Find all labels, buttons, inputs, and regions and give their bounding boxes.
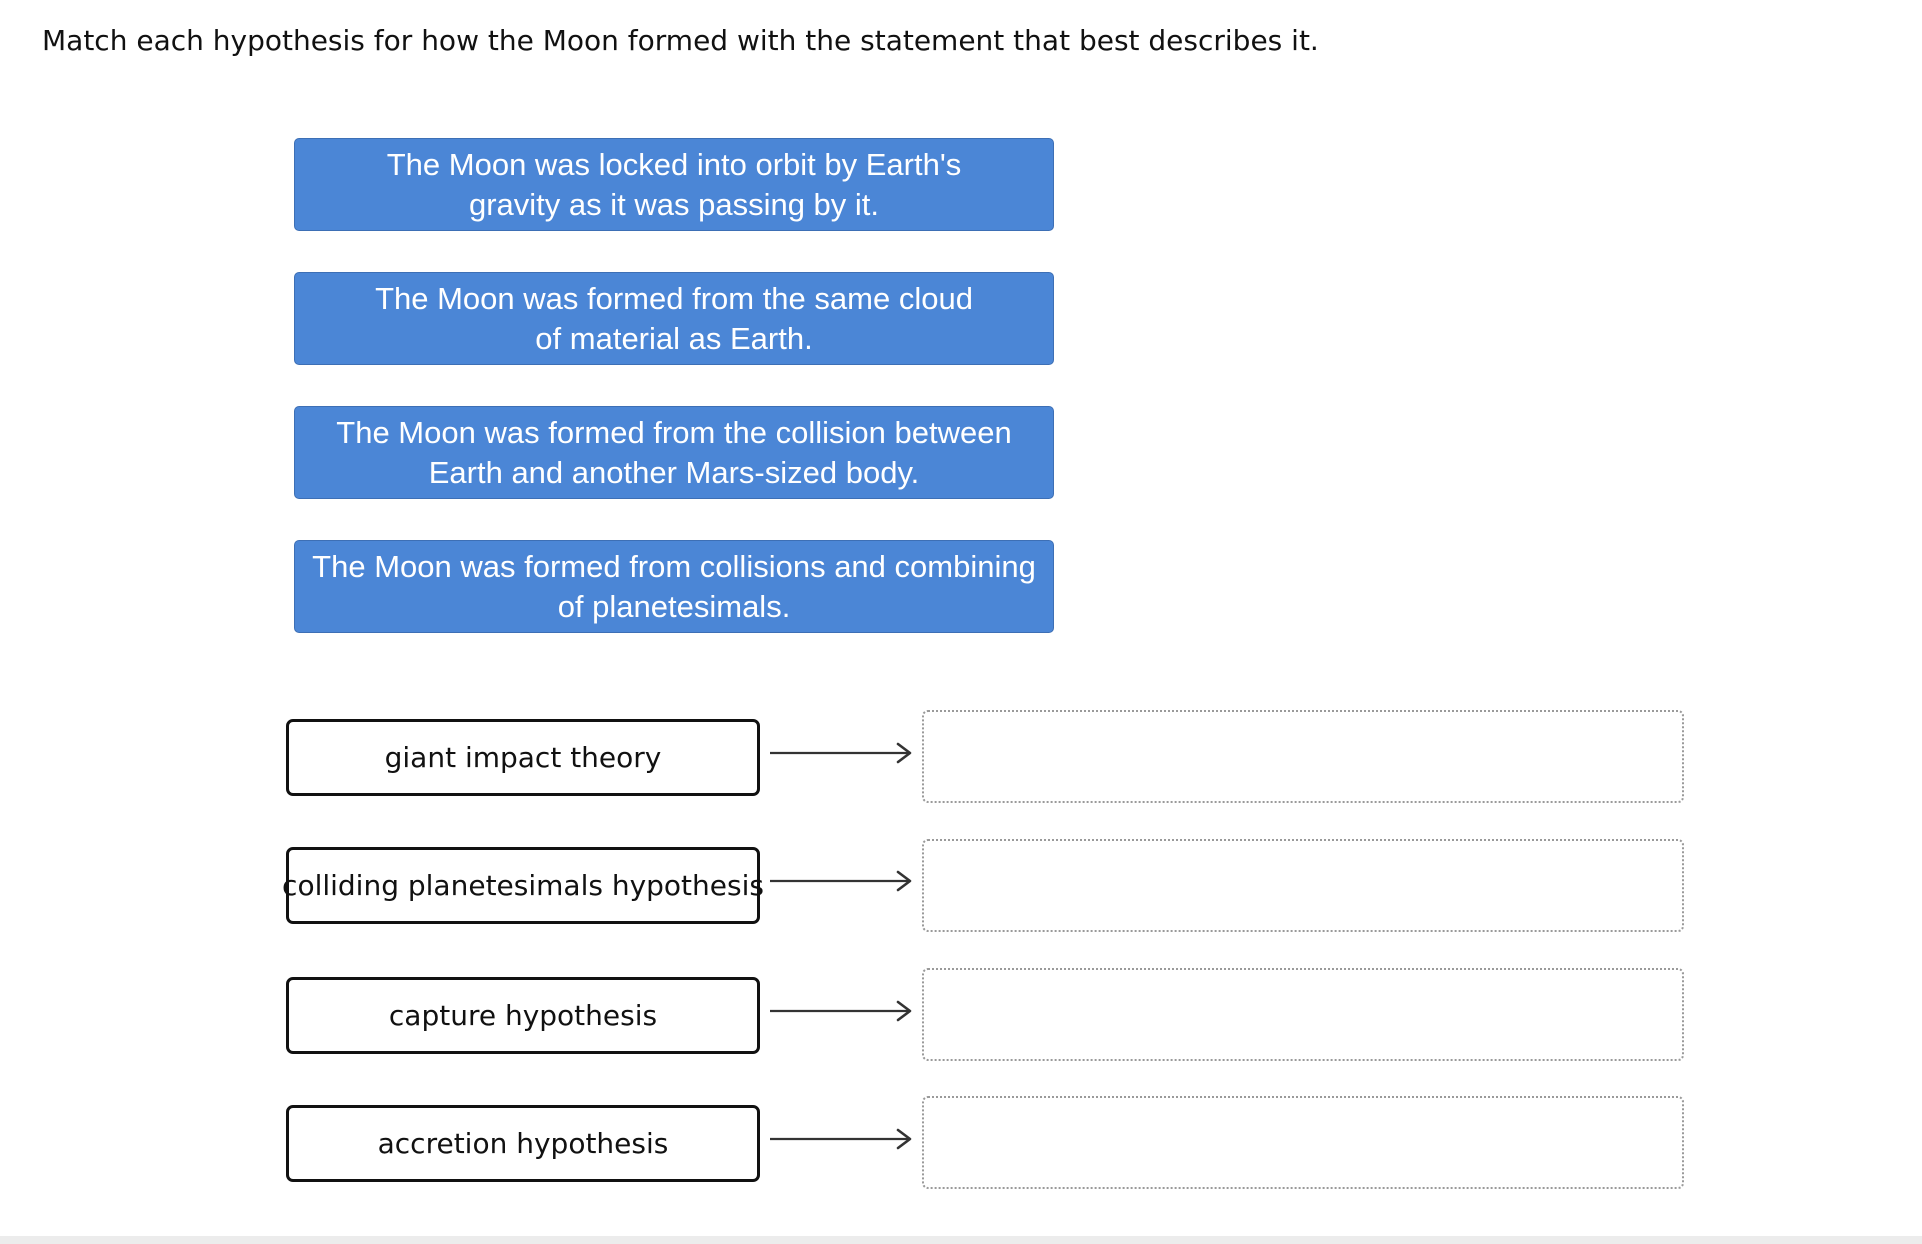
term-giant-impact-theory: [286, 719, 760, 796]
right-arrow-icon: [768, 741, 916, 765]
answer-line-1: The Moon was locked into orbit by Earth's: [386, 146, 962, 182]
answer-card-text: [336, 413, 1011, 493]
answer-line-2: Earth and another Mars-sized body.: [428, 454, 920, 490]
answer-card-planetesimals[interactable]: [294, 540, 1054, 633]
term-label: accretion hypothesis: [377, 1127, 669, 1160]
answer-line-2: of material as Earth.: [535, 320, 813, 356]
answer-line-1: The Moon was formed from collisions and combining: [312, 548, 1036, 584]
term-accretion-hypothesis: [286, 1105, 760, 1182]
answer-card-text: [387, 145, 962, 225]
term-capture-hypothesis: [286, 977, 760, 1054]
answer-line-1: The Moon was formed from the same cloud: [375, 280, 973, 316]
answer-card-text: [375, 279, 973, 359]
drop-zone-2[interactable]: [922, 839, 1684, 932]
answer-line-2: gravity as it was passing by it.: [468, 186, 880, 222]
right-arrow-icon: [768, 869, 916, 893]
answer-card-text: [312, 547, 1036, 627]
page-footer-bar: [0, 1236, 1922, 1244]
question-prompt: Match each hypothesis for how the Moon formed with the statement that best describes it.: [42, 24, 1319, 57]
answer-line-1: The Moon was formed from the collision between: [336, 414, 1012, 450]
term-label: capture hypothesis: [388, 999, 658, 1032]
term-colliding-planetesimals-hypothesis: [282, 847, 764, 924]
term-label: giant impact theory: [384, 741, 662, 774]
drop-zone-4[interactable]: [922, 1096, 1684, 1189]
answer-card-capture[interactable]: [294, 138, 1054, 231]
right-arrow-icon: [768, 999, 916, 1023]
term-label: colliding planetesimals hypothesis: [282, 869, 764, 902]
answer-card-same-cloud[interactable]: [294, 272, 1054, 365]
answer-card-collision[interactable]: [294, 406, 1054, 499]
right-arrow-icon: [768, 1127, 916, 1151]
drop-zone-3[interactable]: [922, 968, 1684, 1061]
drop-zone-1[interactable]: [922, 710, 1684, 803]
answer-line-2: of planetesimals.: [557, 588, 791, 624]
